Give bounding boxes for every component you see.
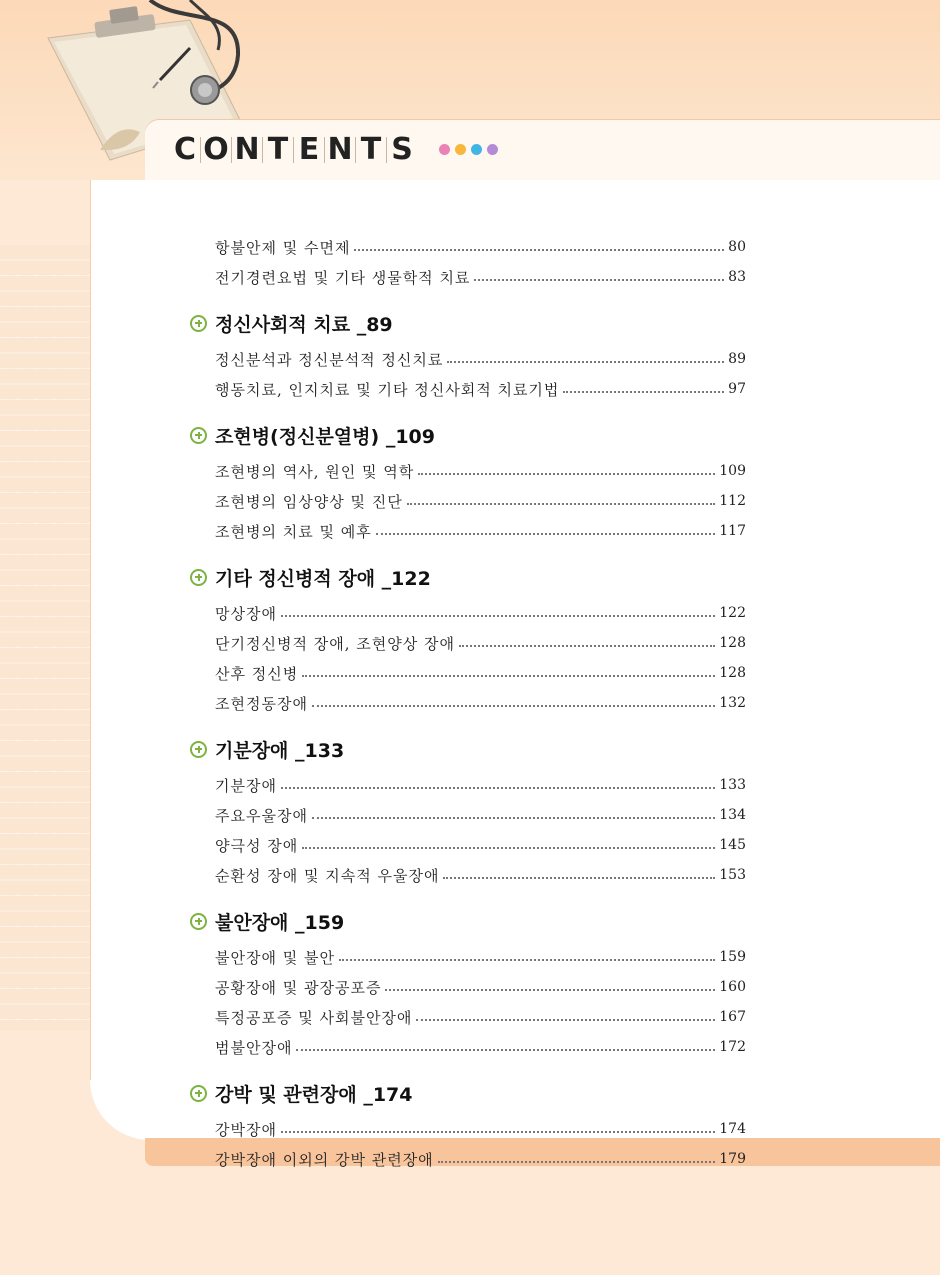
entry-label: 산후 정신병 [215, 664, 299, 683]
entry-page-number: 174 [719, 1121, 746, 1137]
plus-circle-icon [190, 1085, 207, 1102]
toc-entry[interactable] [190, 1032, 746, 1062]
toc-entry[interactable] [190, 658, 746, 688]
dot-leader [281, 1130, 715, 1133]
section-title: 기분장애 _133 [215, 739, 345, 762]
entry-label: 전기경련요법 및 기타 생물학적 치료 [215, 268, 471, 287]
entry-label: 특정공포증 및 사회불안장애 [215, 1008, 413, 1027]
toc-entry[interactable] [190, 1144, 746, 1174]
entry-label: 강박장애 [215, 1120, 277, 1139]
dot-leader [416, 1018, 715, 1021]
dot-leader [296, 1048, 715, 1051]
entry-label: 주요우울장애 [215, 806, 308, 825]
plus-circle-icon [190, 427, 207, 444]
toc-entry[interactable] [190, 516, 746, 546]
entry-page-number: 89 [728, 351, 746, 367]
toc-entry[interactable] [190, 374, 746, 404]
toc-entry[interactable] [190, 860, 746, 890]
entry-label: 행동치료, 인지치료 및 기타 정신사회적 치료기법 [215, 380, 560, 399]
dot-leader [376, 532, 716, 535]
toc-entry[interactable] [190, 232, 746, 262]
entry-label: 강박장애 이외의 강박 관련장애 [215, 1150, 434, 1169]
entry-label: 항불안제 및 수면제 [215, 238, 351, 257]
toc-entry[interactable] [190, 830, 746, 860]
entry-page-number: 167 [719, 1009, 746, 1025]
toc-entry[interactable] [190, 1114, 746, 1144]
entry-page-number: 134 [719, 807, 746, 823]
entry-page-number: 145 [719, 837, 746, 853]
entry-label: 공황장애 및 광장공포증 [215, 978, 382, 997]
entry-page-number: 172 [719, 1039, 746, 1055]
entry-page-number: 80 [728, 239, 746, 255]
dot-leader [447, 360, 724, 363]
entry-label: 조현정동장애 [215, 694, 308, 713]
title-letter: S [391, 132, 413, 167]
dot-icon [487, 144, 498, 155]
plus-circle-icon [190, 315, 207, 332]
dot-leader [474, 278, 724, 281]
entry-label: 범불안장애 [215, 1038, 293, 1057]
entry-label: 정신분석과 정신분석적 정신치료 [215, 350, 444, 369]
plus-circle-icon [190, 913, 207, 930]
toc-section-heading[interactable] [190, 728, 746, 770]
dot-icon [471, 144, 482, 155]
dot-leader [443, 876, 715, 879]
entry-label: 양극성 장애 [215, 836, 299, 855]
dot-leader [407, 502, 716, 505]
left-pattern-strip [0, 245, 92, 1030]
toc-entry[interactable] [190, 344, 746, 374]
entry-page-number: 133 [719, 777, 746, 793]
toc-entry[interactable] [190, 942, 746, 972]
entry-page-number: 97 [728, 381, 746, 397]
entry-label: 조현병의 역사, 원인 및 역학 [215, 462, 415, 481]
dot-leader [312, 704, 715, 707]
title-letter: T [360, 132, 382, 167]
toc-section-heading[interactable] [190, 1072, 746, 1114]
dot-leader [281, 614, 715, 617]
toc-entry[interactable] [190, 456, 746, 486]
entry-label: 조현병의 임상양상 및 진단 [215, 492, 403, 511]
title-letter: E [298, 132, 320, 167]
section-title: 기타 정신병적 장애 _122 [215, 567, 431, 590]
toc-entry[interactable] [190, 486, 746, 516]
entry-label: 기분장애 [215, 776, 277, 795]
table-of-contents [190, 232, 746, 1174]
toc-section-heading[interactable] [190, 556, 746, 598]
dot-leader [312, 816, 715, 819]
entry-page-number: 83 [728, 269, 746, 285]
dot-leader [459, 644, 715, 647]
dot-leader [438, 1160, 716, 1163]
toc-section-heading[interactable] [190, 414, 746, 456]
title-letter: O [203, 132, 229, 167]
decorative-dots [439, 144, 498, 155]
dot-leader [418, 472, 715, 475]
toc-entry[interactable] [190, 598, 746, 628]
entry-page-number: 128 [719, 665, 746, 681]
dot-leader [339, 958, 715, 961]
entry-page-number: 112 [719, 493, 746, 509]
title-letter: N [327, 132, 353, 167]
section-title: 강박 및 관련장애 _174 [215, 1083, 413, 1106]
entry-page-number: 109 [719, 463, 746, 479]
toc-section-heading[interactable] [190, 302, 746, 344]
entry-page-number: 128 [719, 635, 746, 651]
toc-entry[interactable] [190, 770, 746, 800]
title-letter: N [234, 132, 260, 167]
dot-icon [455, 144, 466, 155]
dot-leader [563, 390, 724, 393]
dot-leader [302, 674, 715, 677]
title-letter: T [267, 132, 289, 167]
toc-entry[interactable] [190, 688, 746, 718]
contents-title [170, 132, 498, 167]
entry-page-number: 122 [719, 605, 746, 621]
entry-label: 조현병의 치료 및 예후 [215, 522, 372, 541]
entry-label: 순환성 장애 및 지속적 우울장애 [215, 866, 440, 885]
toc-entry[interactable] [190, 1002, 746, 1032]
entry-label: 불안장애 및 불안 [215, 948, 335, 967]
dot-leader [354, 248, 724, 251]
entry-label: 단기정신병적 장애, 조현양상 장애 [215, 634, 455, 653]
toc-entry[interactable] [190, 972, 746, 1002]
entry-page-number: 160 [719, 979, 746, 995]
plus-circle-icon [190, 569, 207, 586]
entry-page-number: 159 [719, 949, 746, 965]
title-letter: C [173, 132, 197, 167]
section-title: 불안장애 _159 [215, 911, 345, 934]
entry-label: 망상장애 [215, 604, 277, 623]
entry-page-number: 153 [719, 867, 746, 883]
toc-section-heading[interactable] [190, 900, 746, 942]
entry-page-number: 179 [719, 1151, 746, 1167]
dot-leader [385, 988, 715, 991]
entry-page-number: 117 [719, 523, 746, 539]
plus-circle-icon [190, 741, 207, 758]
dot-icon [439, 144, 450, 155]
panel-border [90, 180, 91, 1080]
dot-leader [302, 846, 715, 849]
dot-leader [281, 786, 715, 789]
section-title: 정신사회적 치료 _89 [215, 313, 393, 336]
toc-entry[interactable] [190, 262, 746, 292]
section-title: 조현병(정신분열병) _109 [215, 425, 435, 448]
toc-entry[interactable] [190, 800, 746, 830]
toc-entry[interactable] [190, 628, 746, 658]
entry-page-number: 132 [719, 695, 746, 711]
